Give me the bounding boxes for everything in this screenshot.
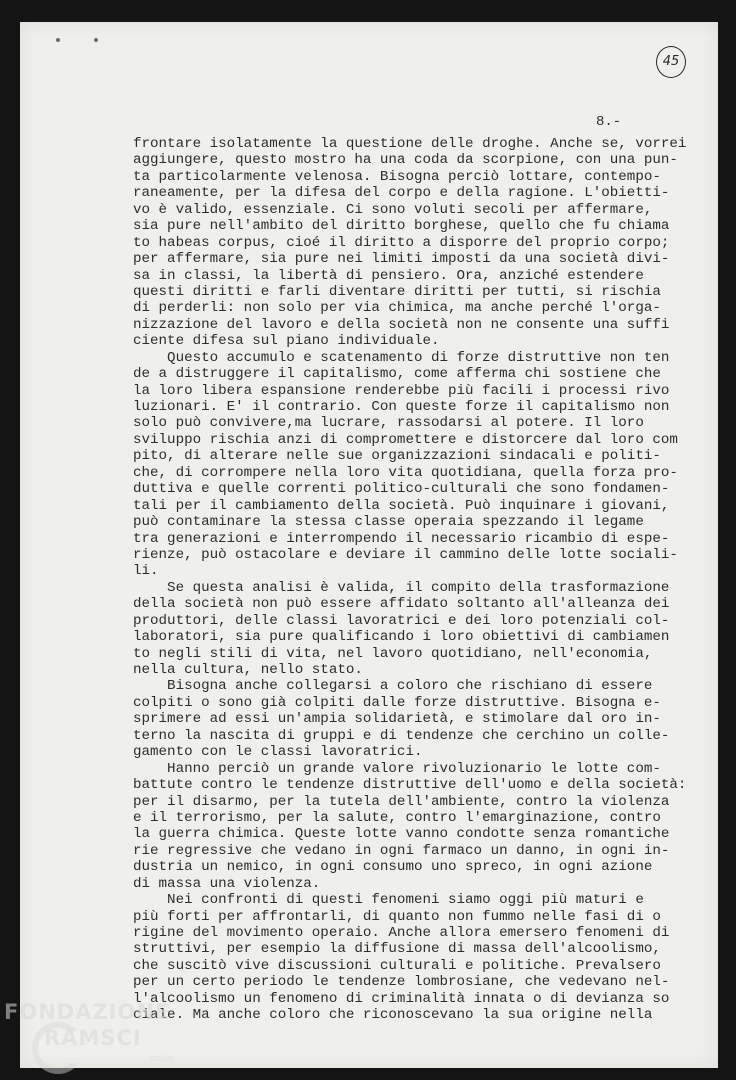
text-line: di perderli: non solo per via chimica, ma anche perché l'orga- bbox=[133, 300, 661, 317]
text-line: sviluppo rischia anzi di compromettere e distorcere dal loro com bbox=[133, 431, 678, 448]
text-line: più forti per affrontarli, di quanto non fummo nelle fasi di o bbox=[133, 908, 661, 925]
text-line: per affermare, sia pure nei limiti imposti da una società divi- bbox=[133, 251, 670, 268]
text-line: struttivi, per esempio la diffusione di massa dell'alcoolismo, bbox=[133, 941, 661, 958]
text-line: nizzazione del lavoro e della società non ne consente una suffi bbox=[133, 316, 670, 333]
text-line: ciale. Ma anche coloro che riconoscevano la sua origine nella bbox=[133, 1007, 653, 1024]
text-line: terno la nascita di gruppi e di tendenze che cerchino un colle- bbox=[133, 727, 670, 744]
text-line: gamento con le classi lavoratrici. bbox=[133, 744, 423, 761]
text-line: li. bbox=[133, 563, 159, 580]
punch-hole bbox=[94, 38, 98, 42]
text-line: colpiti o sono già colpiti dalle forze distruttive. Bisogna e- bbox=[133, 694, 661, 711]
text-line: to negli stili di vita, nel lavoro quotidiano, nell'economia, bbox=[133, 645, 653, 662]
text-line: l'alcoolismo un fenomeno di criminalità innata o di devianza so bbox=[133, 990, 670, 1007]
watermark-onlus: onlus bbox=[150, 1054, 175, 1064]
text-line: laboratori, sia pure qualificando i loro obiettivi di cambiamen bbox=[133, 629, 670, 646]
text-line: produttori, delle classi lavoratrici e dei loro potenziali col- bbox=[133, 612, 670, 629]
text-line: vo è valido, essenziale. Ci sono voluti secoli per affermare, bbox=[133, 201, 653, 218]
text-line: sia pure nell'ambito del diritto borghese, quello che fu chiama bbox=[133, 218, 670, 235]
page-number: 8.- bbox=[596, 114, 622, 130]
text-line: nella cultura, nello stato. bbox=[133, 662, 363, 678]
text-line: pito, di alterare nelle sue organizzazioni sindacali e politi- bbox=[133, 448, 661, 465]
text-line: sa in classi, la libertà di pensiero. Ora, anziché estendere bbox=[133, 267, 644, 284]
text-line: solo può convivere,ma lucrare, rassodarsi al potere. Il loro bbox=[133, 415, 644, 432]
text-line: sprimere ad essi un'ampia solidarietà, e stimolare dal oro in- bbox=[133, 711, 661, 728]
watermark-subtitle: RAMSCI bbox=[44, 1026, 142, 1050]
text-line: della società non può essere affidato soltanto all'alleanza dei bbox=[133, 596, 670, 613]
text-line: questi diritti e farli diventare diritti per tutti, si rischia bbox=[133, 283, 661, 300]
text-line: rie regressive che vedano in ogni farmaco un danno, in ogni in- bbox=[133, 842, 670, 859]
watermark-title: FONDAZIONE bbox=[4, 1000, 171, 1024]
text-line: la loro libera espansione renderebbe più facili i processi rivo bbox=[133, 382, 670, 399]
text-line: de a distruggere il capitalismo, come afferma chi sostiene che bbox=[133, 366, 661, 383]
text-line: aggiungere, questo mostro ha una coda da scorpione, con una pun- bbox=[133, 152, 678, 169]
typewritten-body bbox=[133, 136, 686, 1024]
text-line: la guerra chimica. Queste lotte vanno condotte senza romantiche bbox=[133, 826, 670, 843]
text-line: per un certo periodo le tendenze lombrosiane, che vedevano nel- bbox=[133, 974, 670, 991]
text-line: Se questa analisi è valida, il compito della trasformazione bbox=[133, 579, 670, 596]
text-line: tra generazioni e interrompendo il necessario ricambio di espe- bbox=[133, 530, 670, 547]
text-line: ciente difesa sul piano individuale. bbox=[133, 333, 440, 350]
text-line: duttiva e quelle correnti politico-culturali che sono fondamen- bbox=[133, 481, 670, 498]
text-line: luzionari. E' il contrario. Con queste forze il capitalismo non bbox=[133, 399, 670, 415]
archive-watermark bbox=[4, 1000, 194, 1078]
text-line: rigine del movimento operaio. Anche allora emersero fenomeni di bbox=[133, 925, 670, 941]
folio-number: 45 bbox=[656, 46, 686, 78]
text-line: Nei confronti di questi fenomeni siamo oggi più maturi e bbox=[133, 892, 644, 909]
text-line: raneamente, per la difesa del corpo e della ragione. L'obietti- bbox=[133, 185, 670, 202]
text-line: frontare isolatamente la questione delle droghe. Anche se, vorrei bbox=[133, 136, 687, 152]
punch-hole bbox=[56, 38, 60, 42]
text-line: ta particolarmente velenosa. Bisogna perciò lottare, contempo- bbox=[133, 168, 661, 185]
text-line: to habeas corpus, cioé il diritto a disporre del proprio corpo; bbox=[133, 234, 670, 251]
text-line: Bisogna anche collegarsi a coloro che rischiano di essere bbox=[133, 678, 653, 695]
text-line: e il terrorismo, per la salute, contro l'emarginazione, contro bbox=[133, 809, 661, 826]
text-line: Hanno perciò un grande valore rivoluzionario le lotte com- bbox=[133, 760, 661, 777]
text-line: che, di corrompere nella loro vita quotidiana, quella forza pro- bbox=[133, 464, 678, 481]
text-line: che suscitò vive discussioni culturali e politiche. Prevalsero bbox=[133, 957, 661, 974]
text-line: dustria un nemico, in ogni consumo uno spreco, in ogni azione bbox=[133, 859, 653, 876]
text-line: può contaminare la stessa classe operaia spezzando il legame bbox=[133, 514, 644, 531]
text-line: Questo accumulo e scatenamento di forze distruttive non ten bbox=[133, 349, 670, 366]
text-line: per il disarmo, per la tutela dell'ambiente, contro la violenza bbox=[133, 793, 670, 810]
text-line: tali per il cambiamento della società. Può inquinare i giovani, bbox=[133, 497, 670, 514]
text-line: battute contro le tendenze distruttive dell'uomo e della società: bbox=[133, 777, 687, 794]
text-line: rienze, può ostacolare e deviare il cammino delle lotte sociali- bbox=[133, 546, 678, 563]
text-line: di massa una violenza. bbox=[133, 875, 321, 892]
